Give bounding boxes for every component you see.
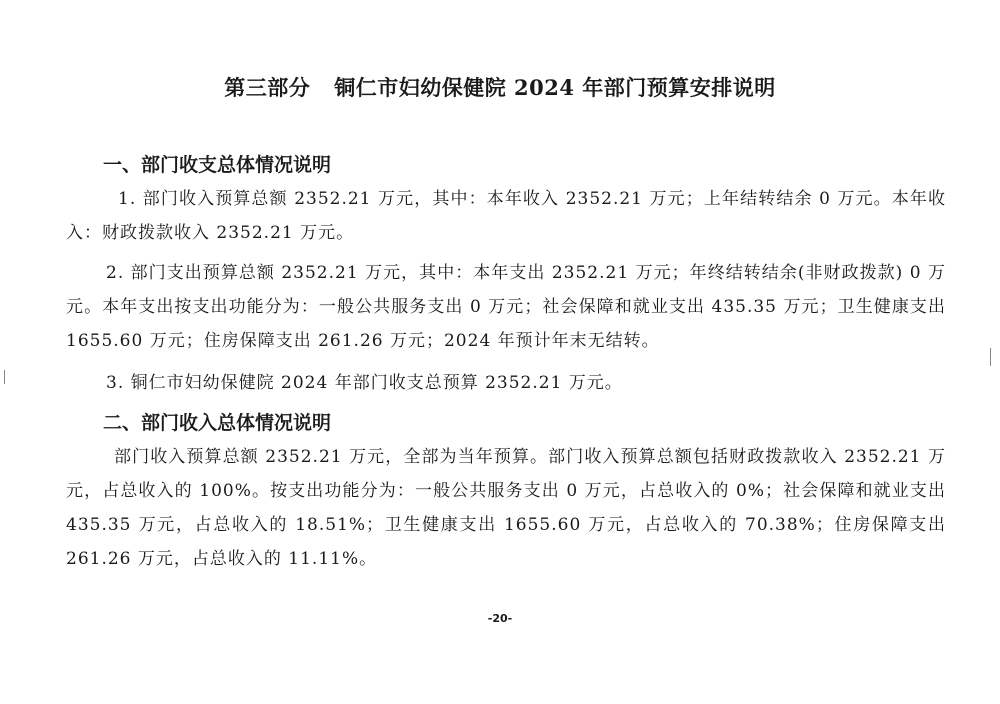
title-main: 铜仁市妇幼保健院 2024 年部门预算安排说明 (334, 75, 776, 100)
section-1-item-2: 2. 部门支出预算总额 2352.21 万元，其中：本年支出 2352.21 万元；年终结转结余(非财政拨款) 0 万元。本年支出按支出功能分为：一般公共服务支出 0 万元；社会保障和就业支出 435.35 万元；卫生健康支出 1655.60 万元；住房保障支出 261.26 万元；2024 年预计年末无结转。 (66, 263, 946, 351)
section-1-item-1: 1. 部门收入预算总额 2352.21 万元，其中：本年收入 2352.21 万元；上年结转结余 0 万元。本年收入：财政拨款收入 2352.21 万元。 (66, 189, 946, 243)
scan-edge-mark-left (4, 370, 5, 384)
section-1-heading: 一、部门收支总体情况说明 (103, 154, 332, 176)
page-title (0, 72, 1000, 102)
section-2-body: 部门收入预算总额 2352.21 万元，全部为当年预算。部门收入预算总额包括财政拨款收入 2352.21 万元，占总收入的 100%。按支出功能分为：一般公共服务支出 0 万元，占总收入的 0%；社会保障和就业支出 435.35 万元，占总收入的 18.51%；卫生健康支出 1655.60 万元，占总收入的 70.38%；住房保障支出 261.26 万元，占总收入的 11.11%。 (66, 447, 946, 569)
title-part: 第三部分 (224, 75, 311, 100)
section-2-heading: 二、部门收入总体情况说明 (103, 412, 332, 434)
page-number: -20- (487, 612, 513, 625)
scan-edge-mark-right (990, 348, 991, 366)
section-1-item-3: 3. 铜仁市妇幼保健院 2024 年部门收支总预算 2352.21 万元。 (106, 373, 623, 393)
